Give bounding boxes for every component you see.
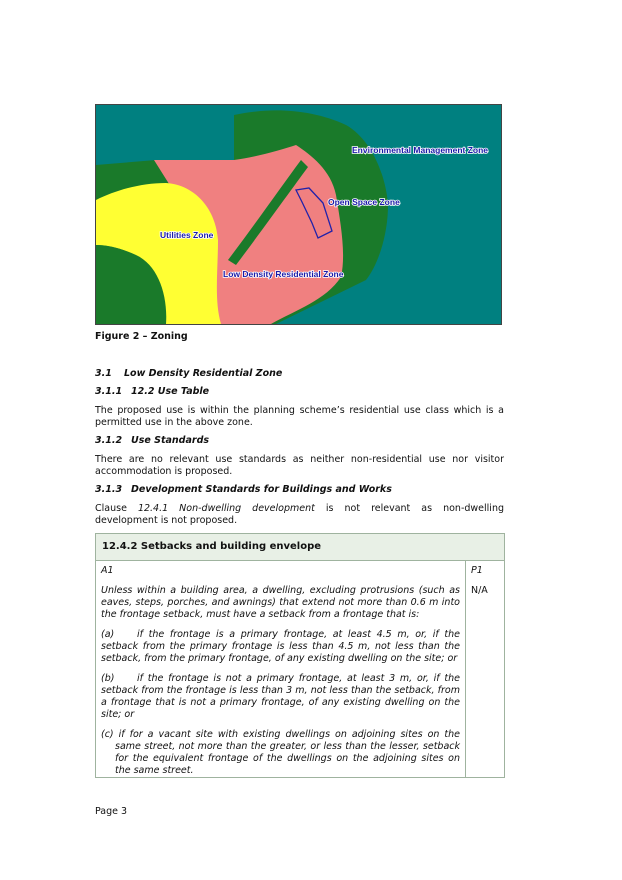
a1-item-a: (a) if the frontage is a primary frontage, at least 4.5 m, or, if the setback from the primary frontage is less than 4.5 m, not less than the setback, from the primary frontage, of any existing dwelling on the site; or [101,629,460,664]
setbacks-table [95,533,505,778]
p1-label: P1 [471,565,483,576]
a1-item-b: (b) if the frontage is not a primary frontage, at least 3 m, or, if the setback from the frontage is less than 3 m, not less than the setback, from a frontage that is not a primary frontage, of any existing dwelling on the site; or [101,673,460,720]
use-standards-paragraph: There are no relevant use standards as neither non-residential use nor visitor accommodation is proposed. [95,454,504,477]
clause-reference: 12.4.1 Non-dwelling development [137,503,315,514]
use-table-paragraph: The proposed use is within the planning scheme’s residential use class which is a permitted use in the above zone. [95,405,504,428]
section-heading-3-1-3: 3.1.3 Development Standards for Buildings and Works [95,484,392,495]
open-space-zone-label: Open Space Zone [328,197,400,207]
figure-caption: Figure 2 – Zoning [95,331,188,342]
zoning-map [95,104,502,325]
low-density-zone-label: Low Density Residential Zone [223,269,344,279]
p1-value: N/A [471,585,488,596]
a1-intro: Unless within a building area, a dwelling, excluding protrusions (such as eaves, steps, porches, and awnings) that extend not more than 0.6 m into the frontage setback, must have a setback from a frontage that is: [101,585,460,620]
a1-label: A1 [101,565,114,576]
acceptable-solution-column [96,561,466,777]
performance-criteria-column [466,561,504,777]
table-header: 12.4.2 Setbacks and building envelope [96,534,504,561]
page-number: Page 3 [95,806,128,817]
environmental-zone-label: Environmental Management Zone [352,145,489,155]
dev-standards-paragraph: Clause 12.4.1 Non-dwelling development is not relevant as non-dwelling development is not proposed. [95,503,504,526]
section-heading-3-1-1: 3.1.1 12.2 Use Table [95,386,210,397]
section-heading-3-1-2: 3.1.2 Use Standards [95,435,210,446]
a1-item-c: (c) if for a vacant site with existing dwellings on adjoining sites on the same street, not more than the greater, or less than the lesser, setback for the equivalent frontage of the dwellings on the adjoining sites on the same street. [101,729,460,776]
utilities-zone-label: Utilities Zone [160,230,214,240]
section-heading-3-1: 3.1 Low Density Residential Zone [95,368,283,379]
